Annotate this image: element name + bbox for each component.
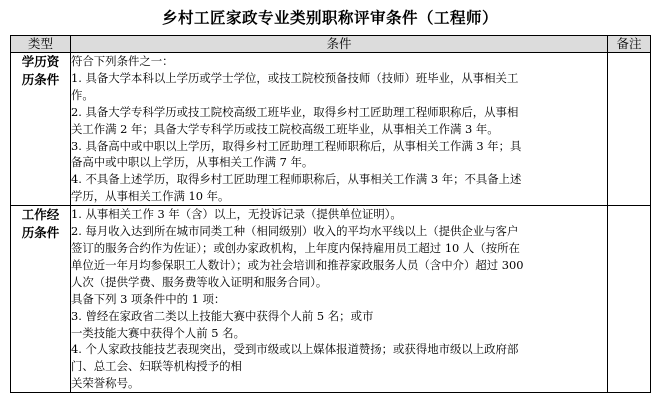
- condition-line: 1. 从事相关工作 3 年（含）以上，无投诉记录（提供单位证明）。: [71, 207, 402, 222]
- condition-line: 关荣誉称号。: [71, 376, 140, 391]
- note-cell-education: [608, 53, 651, 206]
- header-type: 类型: [11, 36, 71, 53]
- conditions-cell-education: [71, 53, 608, 206]
- type-label-line: 历条件: [21, 225, 60, 241]
- condition-line: 签订的服务合约作为佐证）；或创办家政机构，上年度内保持雇用员工超过 10 人（按所在: [71, 240, 520, 255]
- condition-line: 单位近一年月均参保职工人数计）；或为社会培训和推荐家政服务人员（含中介）超过 300: [71, 257, 524, 272]
- header-conditions: 条件: [71, 36, 608, 53]
- type-label-line: 历条件: [21, 72, 60, 87]
- type-label-line: 学历资: [21, 54, 60, 69]
- type-cell-education: [11, 53, 71, 206]
- condition-line: 2. 具备大学专科学历或技工院校高级工班毕业，取得乡村工匠助理工程师职称后，从事相: [71, 104, 519, 119]
- condition-line: 关工作满 2 年；具备大学专科学历或技工院校高级工班毕业，从事相关工作满 3 年。: [71, 121, 499, 136]
- condition-line: 学历，从事相关工作满 10 年。: [71, 189, 230, 204]
- condition-line: 门、总工会、妇联等机构授予的相: [71, 359, 242, 374]
- condition-line: 具备下列 3 项条件中的 1 项：: [71, 291, 226, 306]
- document-title: 乡村工匠家政专业类别职称评审条件（工程师）: [161, 8, 498, 27]
- header-note: 备注: [608, 36, 651, 53]
- note-cell-work: [608, 206, 651, 393]
- condition-line: 2. 每月收入达到所在城市同类工种（相同级别）收入的平均水平线以上（提供企业与客户: [71, 224, 519, 239]
- table-row-work: [11, 206, 651, 393]
- condition-line: 4. 个人家政技能技艺表现突出，受到市级或以上媒体报道赞扬；或获得地市级以上政府部: [71, 342, 519, 357]
- type-label-line: 工作经: [21, 207, 60, 223]
- condition-line: 作。: [71, 87, 94, 102]
- condition-line: 4. 不具备上述学历，取得乡村工匠助理工程师职称后，从事相关工作满 3 年；不具备上述: [71, 172, 522, 187]
- condition-line: 人次（提供学费、服务费等收入证明和服务合同）。: [71, 274, 328, 289]
- type-cell-work: [11, 206, 71, 393]
- criteria-table: [10, 35, 651, 393]
- conditions-cell-work: [71, 206, 608, 393]
- condition-line: 3. 曾经在家政省二类以上技能大赛中获得个人前 5 名；或市: [71, 308, 374, 323]
- condition-line: 1. 具备大学本科以上学历或学士学位，或技工院校预备技师（技师）班毕业，从事相关工: [71, 70, 519, 85]
- table-row-education: [11, 53, 651, 206]
- condition-line: 一类技能大赛中获得个人前 5 名。: [71, 325, 245, 340]
- table-header-row: [11, 36, 651, 53]
- condition-line: 3. 具备高中或中职以上学历，取得乡村工匠助理工程师职称后，从事相关工作满 3 年；具: [71, 138, 522, 153]
- condition-line: 备高中或中职以上学历，从事相关工作满 7 年。: [71, 155, 314, 170]
- condition-line: 符合下列条件之一：: [71, 54, 174, 68]
